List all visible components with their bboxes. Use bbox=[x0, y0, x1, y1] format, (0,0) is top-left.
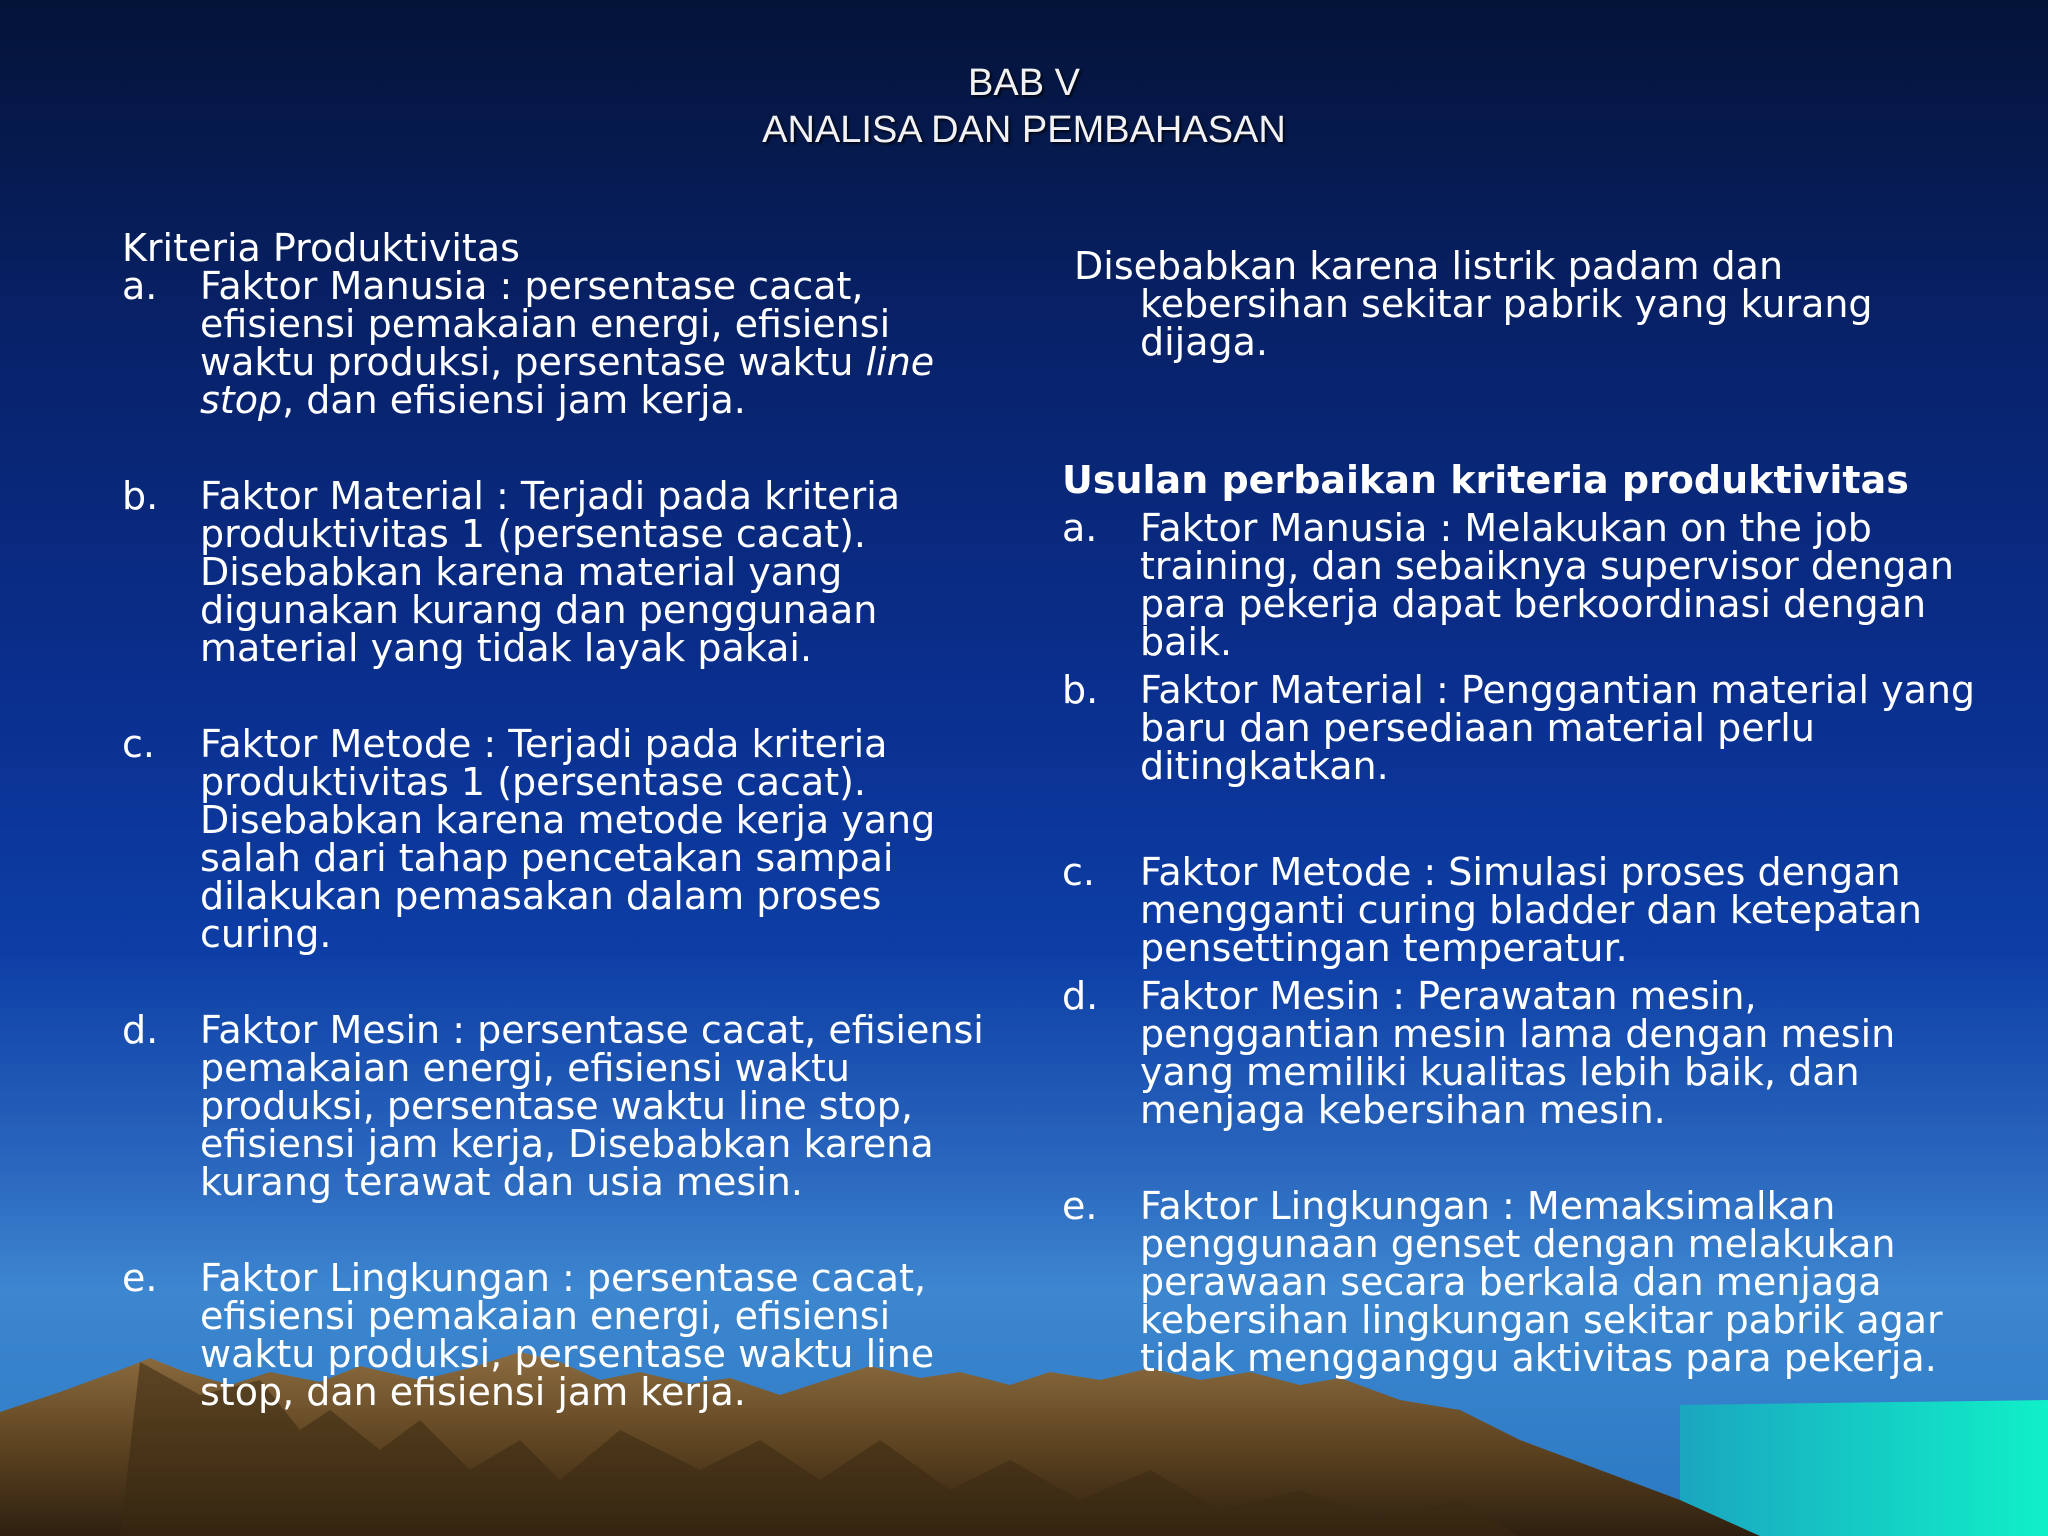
left-item-d bbox=[122, 1008, 1002, 1204]
item-letter: c. bbox=[1062, 850, 1095, 894]
left-item-a bbox=[122, 264, 1002, 422]
item-letter: b. bbox=[1062, 668, 1099, 712]
item-text: Faktor Lingkungan : Memaksimalkan penggunaan genset dengan melakukan perawaan secara berkala dan menjaga kebersihan lingkungan sekitar pabrik agar tidak mengganggu aktivitas para pekerja. bbox=[1140, 1184, 1943, 1380]
title-line-1: BAB V bbox=[968, 62, 1080, 104]
item-letter: e. bbox=[1062, 1184, 1098, 1228]
slide-title bbox=[0, 60, 2048, 154]
item-letter: d. bbox=[1062, 974, 1099, 1018]
item-text: Faktor Manusia : persentase cacat, efisiensi pemakaian energi, efisiensi waktu produksi, persentase waktu bbox=[200, 264, 891, 384]
right-item-e bbox=[1062, 1184, 1982, 1380]
item-text: Faktor Mesin : persentase cacat, efisiensi pemakaian energi, efisiensi waktu produksi, persentase waktu line stop, efisiensi jam kerja, Disebabkan karena kurang terawat dan usia mesin. bbox=[200, 1008, 984, 1204]
item-letter: e. bbox=[122, 1256, 158, 1300]
right-column bbox=[1062, 244, 1982, 1380]
left-item-e bbox=[122, 1256, 1002, 1414]
item-text: Faktor Metode : Terjadi pada kriteria produktivitas 1 (persentase cacat). Disebabkan karena metode kerja yang salah dari tahap pencetakan sampai dilakukan pemasakan dalam proses curing. bbox=[200, 722, 936, 956]
right-item-b bbox=[1062, 668, 1982, 788]
item-text-end: , dan efisiensi jam kerja. bbox=[282, 378, 746, 422]
title-line-2: ANALISA DAN PEMBAHASAN bbox=[762, 109, 1286, 151]
item-letter: a. bbox=[122, 264, 158, 308]
right-item-c bbox=[1062, 850, 1982, 970]
item-text: Faktor Material : Terjadi pada kriteria produktivitas 1 (persentase cacat). Disebabkan karena material yang digunakan kurang dan penggunaan material yang tidak layak pakai. bbox=[200, 474, 901, 670]
item-letter: a. bbox=[1062, 506, 1098, 550]
item-text: Faktor Manusia : Melakukan on the job training, dan sebaiknya supervisor dengan para pekerja dapat berkoordinasi dengan baik. bbox=[1140, 506, 1954, 664]
right-item-a bbox=[1062, 506, 1982, 664]
sea bbox=[1680, 1400, 2048, 1536]
left-heading: Kriteria Produktivitas bbox=[122, 226, 520, 270]
left-column bbox=[122, 226, 1002, 1414]
item-text: Faktor Material : Penggantian material yang baru dan persediaan material perlu ditingkatkan. bbox=[1140, 668, 1976, 788]
right-intro: Disebabkan karena listrik padam dan kebersihan sekitar pabrik yang kurang dijaga. bbox=[1074, 244, 1873, 364]
item-text: Faktor Metode : Simulasi proses dengan mengganti curing bladder dan ketepatan pensettingan temperatur. bbox=[1140, 850, 1922, 970]
left-item-c bbox=[122, 722, 1002, 956]
right-item-d bbox=[1062, 974, 1982, 1132]
item-text: Faktor Mesin : Perawatan mesin, penggantian mesin lama dengan mesin yang memiliki kualitas lebih baik, dan menjaga kebersihan mesin. bbox=[1140, 974, 1896, 1132]
left-item-b bbox=[122, 474, 1002, 670]
item-letter: b. bbox=[122, 474, 159, 518]
item-italic-text: line stop bbox=[200, 340, 935, 422]
item-letter: c. bbox=[122, 722, 155, 766]
item-text: Faktor Lingkungan : persentase cacat, efisiensi pemakaian energi, efisiensi waktu produksi, persentase waktu line stop, dan efisiensi jam kerja. bbox=[200, 1256, 935, 1414]
item-letter: d. bbox=[122, 1008, 159, 1052]
right-heading: Usulan perbaikan kriteria produktivitas bbox=[1062, 458, 1909, 502]
